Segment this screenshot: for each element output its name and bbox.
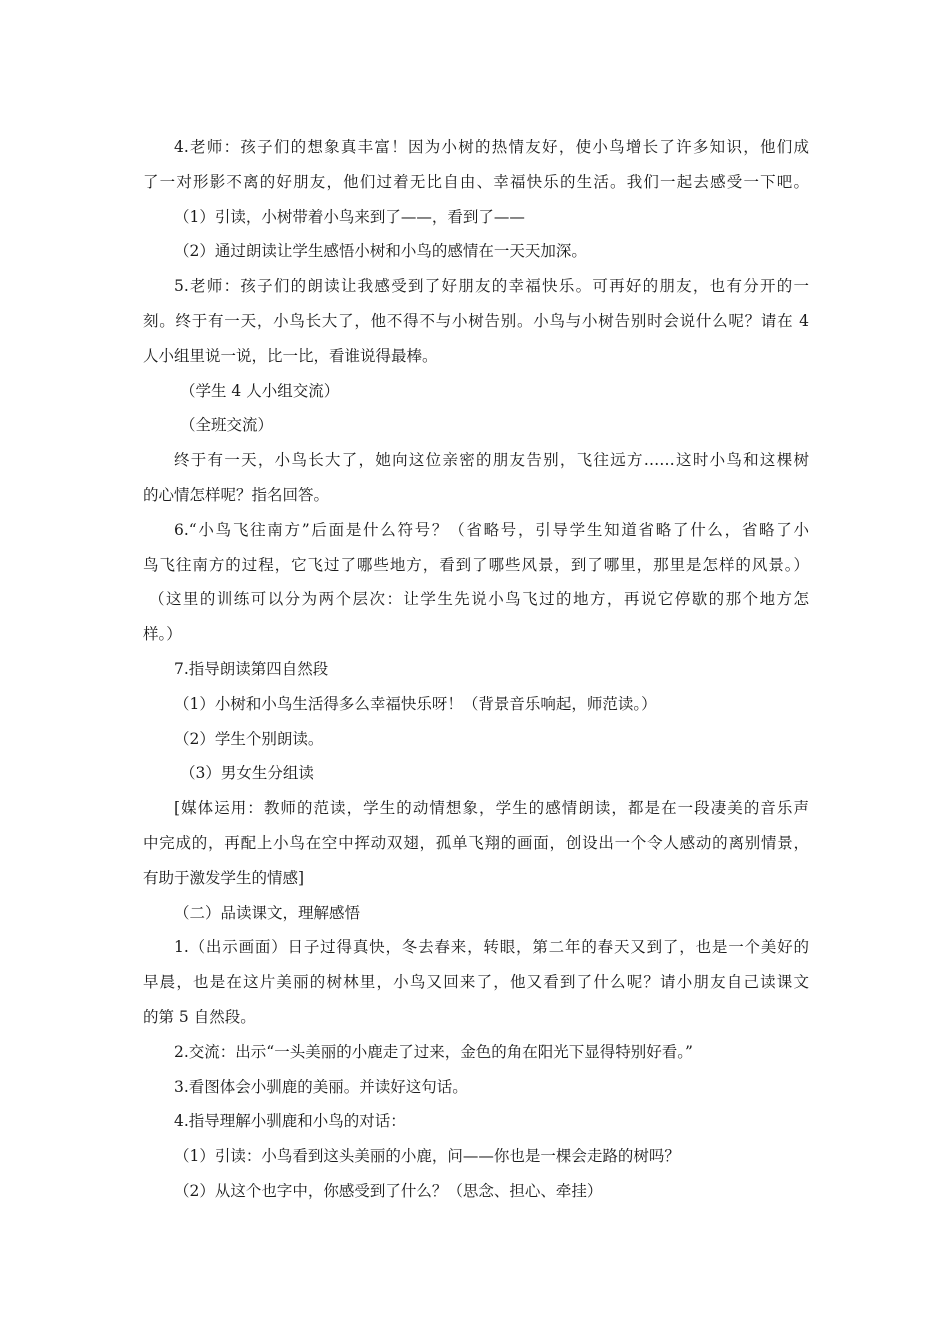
media-note-line-3: 有助于激发学生的情感] <box>143 868 305 887</box>
paragraph-6-line-2: 鸟飞往南方的过程，它飞过了哪些地方，看到了哪些风景，到了哪里，那里是怎样的风景。） <box>143 555 809 574</box>
section-2-item-1-line-3: 的第 5 自然段。 <box>143 1007 256 1026</box>
document-page <box>143 130 809 1209</box>
group-discussion-note: （学生 4 人小组交流） <box>180 381 340 400</box>
paragraph-6-line-1: 6.“小鸟飞往南方”后面是什么符号？（省略号，引导学生知道省略了什么，省略了小 <box>174 520 809 539</box>
paragraph-5-line-3: 人小组里说一说，比一比，看谁说得最棒。 <box>143 346 438 365</box>
media-note-line-2: 中完成的，再配上小鸟在空中挥动双翅，孤单飞翔的画面，创设出一个令人感动的离别情景， <box>143 833 809 852</box>
section-2-item-4-2: （2）从这个也字中，你感受到了什么？（思念、担心、牵挂） <box>174 1181 603 1200</box>
paragraph-5-line-1: 5.老师：孩子们的朗读让我感受到了好朋友的幸福快乐。可再好的朋友，也有分开的一 <box>174 277 809 296</box>
paragraph-5-line-2: 刻。终于有一天，小鸟长大了，他不得不与小树告别。小鸟与小树告别时会说什么呢？请在 4 <box>143 311 809 330</box>
farewell-paragraph-line-2: 的心情怎样呢？指名回答。 <box>143 485 330 504</box>
section-2-heading: （二）品读课文，理解感悟 <box>174 903 361 922</box>
training-note-line-2: 样。） <box>143 625 182 644</box>
item-7-2: （2）学生个别朗读。 <box>174 729 324 748</box>
class-discussion-note: （全班交流） <box>180 416 274 435</box>
section-2-item-2: 2.交流：出示“一头美丽的小鹿走了过来，金色的角在阳光下显得特别好看。” <box>174 1042 693 1061</box>
farewell-paragraph-line-1: 终于有一天，小鸟长大了，她向这位亲密的朋友告别，飞往远方……这时小鸟和这棵树 <box>174 451 809 470</box>
section-2-item-4-1: （1）引读：小鸟看到这头美丽的小鹿，问——你也是一棵会走路的树吗？ <box>174 1147 680 1166</box>
section-2-item-1-line-1: 1.（出示画面）日子过得真快，冬去春来，转眼，第二年的春天又到了，也是一个美好的 <box>174 938 809 957</box>
section-2-item-1-line-2: 早晨，也是在这片美丽的树林里，小鸟又回来了，他又看到了什么呢？请小朋友自己读课文 <box>143 973 809 992</box>
section-2-item-4: 4.指导理解小驯鹿和小鸟的对话： <box>174 1112 406 1131</box>
section-2-item-3: 3.看图体会小驯鹿的美丽。并读好这句话。 <box>174 1077 468 1096</box>
media-note-line-1: [媒体运用：教师的范读，学生的动情想象，学生的感情朗读，都是在一段凄美的音乐声 <box>174 799 809 818</box>
paragraph-4-line-2: 了一对形影不离的好朋友，他们过着无比自由、幸福快乐的生活。我们一起去感受一下吧。 <box>143 172 809 191</box>
item-7-3: （3）男女生分组读 <box>180 764 314 783</box>
training-note-line-1: （这里的训练可以分为两个层次：让学生先说小鸟飞过的地方，再说它停歇的那个地方怎 <box>149 590 809 609</box>
item-4-2: （2）通过朗读让学生感悟小树和小鸟的感情在一天天加深。 <box>174 242 587 261</box>
paragraph-4-line-1: 4.老师：孩子们的想象真丰富！因为小树的热情友好，使小鸟增长了许多知识，他们成 <box>174 138 809 156</box>
item-4-1: （1）引读，小树带着小鸟来到了——，看到了—— <box>174 207 525 226</box>
item-7-1: （1）小树和小鸟生活得多么幸福快乐呀！（背景音乐响起，师范读。） <box>174 694 657 713</box>
paragraph-7-heading: 7.指导朗读第四自然段 <box>174 659 329 678</box>
